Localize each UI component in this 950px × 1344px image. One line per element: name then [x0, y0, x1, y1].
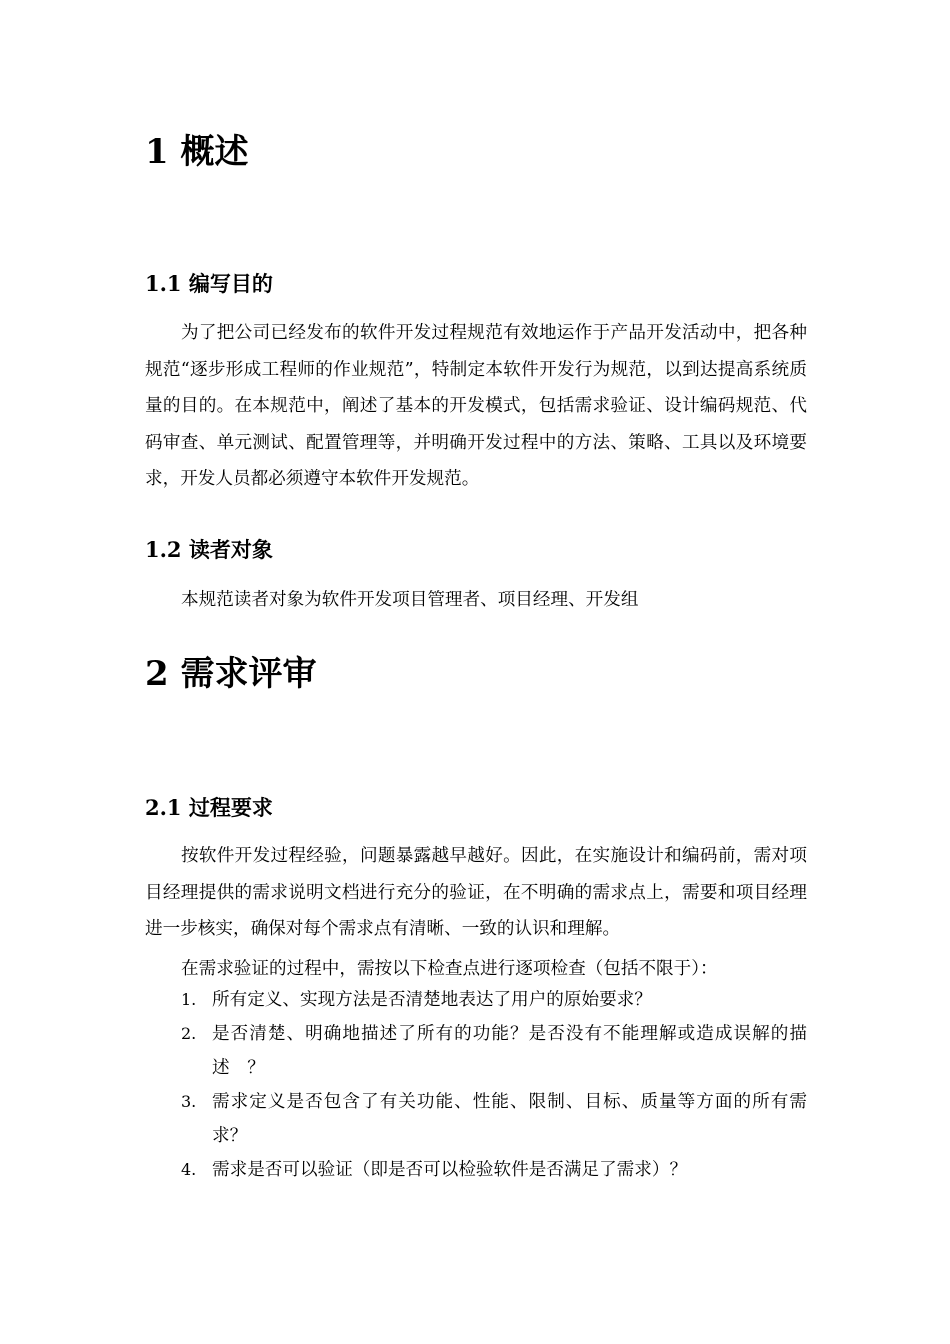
- checklist-item: [145, 1017, 807, 1085]
- subsection-heading-process: 2.1 过程要求: [145, 795, 273, 820]
- list-number: 1.: [181, 990, 197, 1009]
- list-item-text: 所有定义、实现方法是否清楚地表达了用户的原始要求？: [212, 990, 652, 1010]
- list-number: 4.: [181, 1160, 197, 1179]
- checklist-item: [145, 1085, 807, 1153]
- subsection-heading-audience: 1.2 读者对象: [145, 537, 273, 562]
- checklist: [145, 983, 807, 1187]
- list-item-text: 需求是否可以验证（即是否可以检验软件是否满足了需求）？: [212, 1160, 688, 1180]
- checklist-item: [145, 1153, 807, 1187]
- process-paragraph: 按软件开发过程经验，问题暴露越早越好。因此，在实施设计和编码前，需对项目经理提供的需求说明文档进行充分的验证，在不明确的需求点上，需要和项目经理进一步核实，确保对每个需求点有清晰、一致的认识和理解。: [145, 846, 807, 939]
- list-item-text: 是否清楚、明确地描述了所有的功能？是否没有不能理解或造成误解的描述 ？: [212, 1024, 807, 1078]
- checklist-item: [145, 983, 807, 1017]
- subsection-heading-purpose: 1.1 编写目的: [145, 271, 273, 296]
- list-number: 2.: [181, 1024, 197, 1043]
- audience-paragraph: 本规范读者对象为软件开发项目管理者、项目经理、开发组: [181, 590, 639, 610]
- list-item-text: 需求定义是否包含了有关功能、性能、限制、目标、质量等方面的所有需求？: [212, 1092, 807, 1146]
- section-heading-requirements-review: 2 需求评审: [145, 654, 317, 694]
- purpose-paragraph: 为了把公司已经发布的软件开发过程规范有效地运作于产品开发活动中，把各种规范“逐步形成工程师的作业规范”，特制定本软件开发行为规范，以到达提高系统质量的目的。在本规范中，阐述了基本的开发模式，包括需求验证、设计编码规范、代码审查、单元测试、配置管理等，并明确开发过程中的方法、策略、工具以及环境要求，开发人员都必须遵守本软件开发规范。: [145, 323, 807, 489]
- list-number: 3.: [181, 1092, 197, 1111]
- section-heading-overview: 1 概述: [145, 132, 249, 172]
- checklist-intro: 在需求验证的过程中，需按以下检查点进行逐项检查（包括不限于）：: [181, 959, 718, 979]
